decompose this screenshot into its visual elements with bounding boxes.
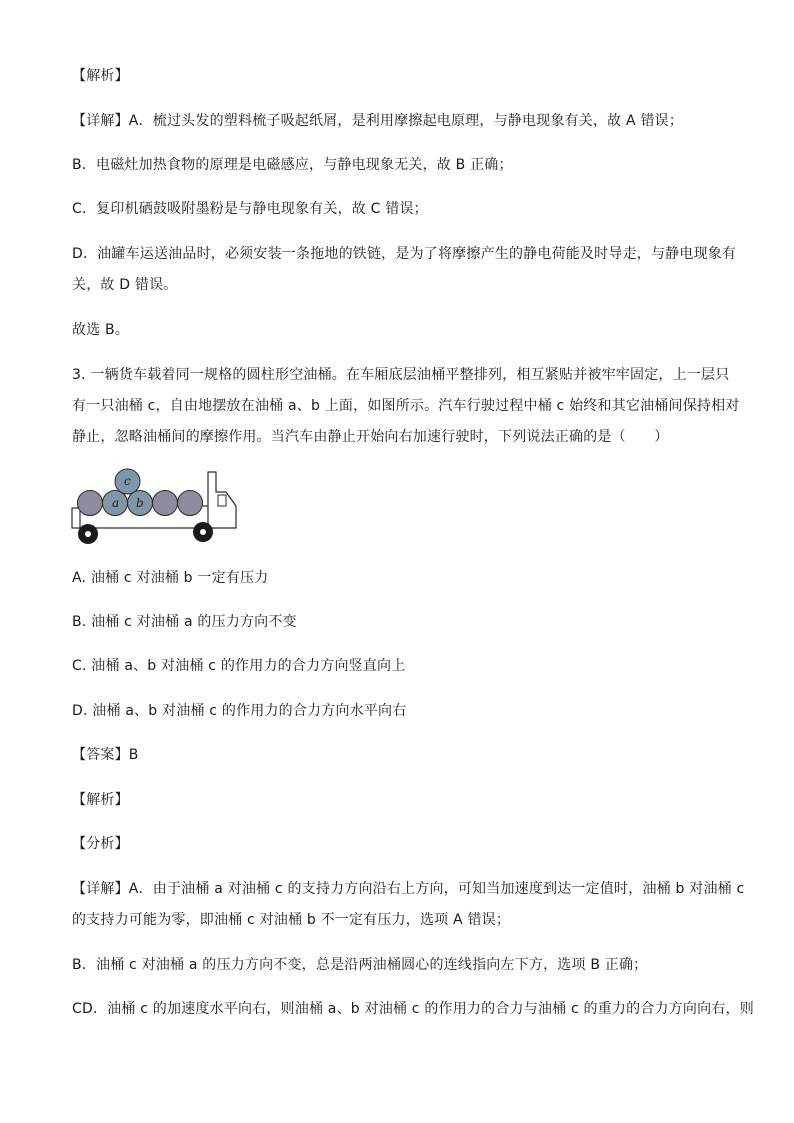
- truck-barrel-figure: [66, 462, 242, 550]
- detail-cd: CD．油桶 c 的加速度水平向右，则油桶 a、b 对油桶 c 的作用力的合力与油桶 c 的重力的合力方向向右，则: [72, 1001, 754, 1017]
- fenxi-heading: 【分析】: [72, 836, 129, 852]
- detail-b: B．油桶 c 对油桶 a 的压力方向不变，总是沿两油桶圆心的连线指向左下方，选项 B 正确；: [72, 957, 648, 973]
- truck-cab-window: [218, 495, 226, 506]
- choose-prev: 故选 B。: [72, 322, 130, 338]
- barrel-bottom-1: [78, 491, 103, 516]
- label-a: a: [112, 496, 120, 510]
- label-c: c: [124, 474, 131, 488]
- detail-a-prev: 【详解】A．梳过头发的塑料梳子吸起纸屑，是利用摩擦起电原理，与静电现象有关，故 A 错误；: [72, 113, 684, 129]
- question-3-line2: 有一只油桶 c，自由地摆放在油桶 a、b 上面，如图所示。汽车行驶过程中桶 c 始终和其它油桶间保持相对: [72, 398, 740, 414]
- detail-c-prev: C．复印机硒鼓吸附墨粉是与静电现象有关，故 C 错误；: [72, 201, 428, 217]
- detail-a-line2: 的支持力可能为零，即油桶 c 对油桶 b 不一定有压力，选项 A 错误；: [72, 912, 511, 928]
- barrel-bottom-4: [153, 491, 178, 516]
- option-c: C. 油桶 a、b 对油桶 c 的作用力的合力方向竖直向上: [72, 658, 406, 674]
- option-d: D. 油桶 a、b 对油桶 c 的作用力的合力方向水平向右: [72, 703, 407, 719]
- option-a: A. 油桶 c 对油桶 b 一定有压力: [72, 570, 269, 586]
- detail-b-prev: B．电磁灶加热食物的原理是电磁感应，与静电现象无关，故 B 正确；: [72, 157, 513, 173]
- barrel-bottom-5: [178, 491, 203, 516]
- question-3-line1: 3. 一辆货车载着同一规格的圆柱形空油桶。在车厢底层油桶平整排列，相互紧贴并被牢牢固定，上一层只: [72, 367, 730, 383]
- analysis-heading: 【解析】: [72, 68, 129, 84]
- detail-d-prev-line1: D．油罐车运送油品时，必须安装一条拖地的铁链，是为了将摩擦产生的静电荷能及时导走，与静电现象有: [72, 246, 737, 262]
- truck-rear-bumper: [72, 508, 80, 528]
- label-b: b: [136, 496, 144, 510]
- wheel-rear-hub: [85, 531, 91, 537]
- option-b: B. 油桶 c 对油桶 a 的压力方向不变: [72, 614, 297, 630]
- question-3-line3: 静止，忽略油桶间的摩擦作用。当汽车由静止开始向右加速行驶时，下列说法正确的是（ ）: [72, 429, 669, 445]
- analysis-heading-q3: 【解析】: [72, 792, 129, 808]
- answer-line: 【答案】B: [72, 747, 139, 763]
- detail-d-prev-line2: 关，故 D 错误。: [72, 277, 178, 293]
- detail-a-line1: 【详解】A．由于油桶 a 对油桶 c 的支持力方向沿右上方向，可知当加速度到达一定值时，油桶 b 对油桶 c: [72, 881, 745, 897]
- wheel-front-hub: [200, 529, 206, 535]
